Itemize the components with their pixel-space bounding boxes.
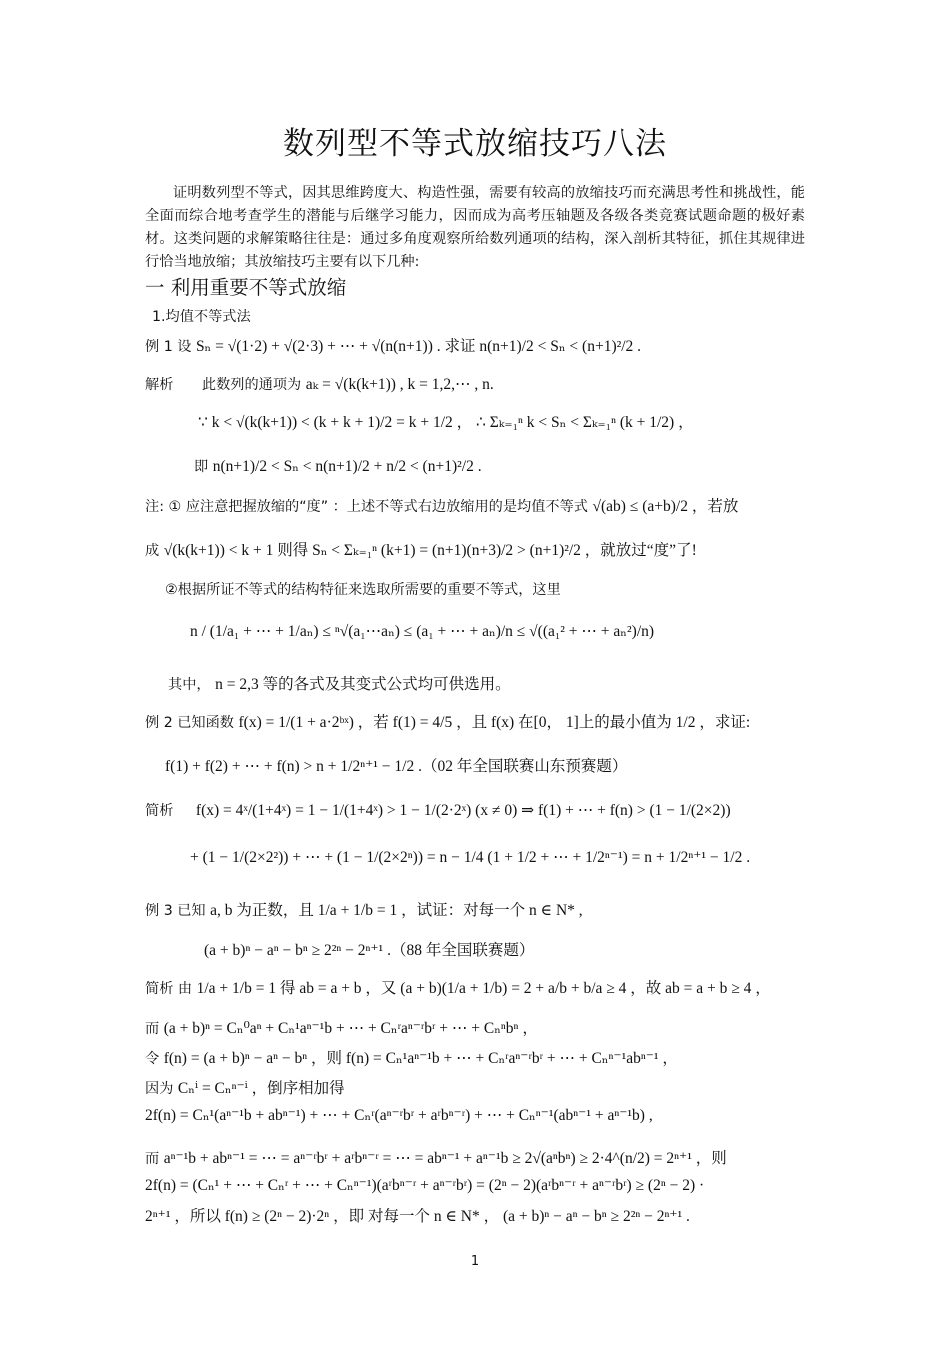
formula: aₖ = √(k(k+1)) , k = 1,2,⋯ , n. bbox=[305, 376, 494, 393]
formula: aⁿ⁻¹b + abⁿ⁻¹ = ⋯ = aⁿ⁻ʳbʳ + aʳbⁿ⁻ʳ = ⋯ = abⁿ⁻¹ + aⁿ⁻¹b ≥ 2√(aⁿbⁿ) ≥ 2·4^(n/2) = 2ⁿ⁺¹ ，则 bbox=[163, 1150, 727, 1167]
example-3-solution-line bbox=[145, 976, 771, 998]
intro-paragraph: 证明数列型不等式，因其思维跨度大、构造性强，需要有较高的放缩技巧而充满思考性和挑战性，能全面而综合地考查学生的潜能与后继学习能力，因而成为高考压轴题及各级各类竞赛试题命题的极好素材。这类问题的求解策略往往是：通过多角度观察所给数列通项的结构，深入剖析其特征，抓住其规律进行恰当地放缩；其放缩技巧主要有以下几种: bbox=[145, 185, 805, 270]
example-2-line bbox=[145, 710, 750, 732]
line-label: 令 bbox=[145, 1051, 160, 1067]
formula: 2ⁿ⁺¹ ，所以 f(n) ≥ (2ⁿ − 2)·2ⁿ ，即 对每一个 n ∈ N* ， (a + b)ⁿ − aⁿ − bⁿ ≥ 2²ⁿ − 2ⁿ⁺¹ . bbox=[145, 1208, 690, 1225]
line-label: 即 bbox=[194, 459, 209, 475]
page-title: 数列型不等式放缩技巧八法 bbox=[283, 126, 667, 162]
example-3-claim-line bbox=[204, 938, 534, 960]
formula: (a + b)ⁿ = Cₙ⁰aⁿ + Cₙ¹aⁿ⁻¹b + ⋯ + Cₙʳaⁿ⁻ʳbʳ + ⋯ + Cₙⁿbⁿ ， bbox=[163, 1020, 538, 1037]
final-conclusion-line bbox=[145, 1204, 690, 1226]
combined-line bbox=[145, 1176, 704, 1195]
subsection-heading: 1.均值不等式法 bbox=[152, 309, 251, 325]
formula: 2f(n) = (Cₙ¹ + ⋯ + Cₙʳ + ⋯ + Cₙⁿ⁻¹)(aʳbⁿ⁻ʳ + aⁿ⁻ʳbʳ) = (2ⁿ − 2)(aʳbⁿ⁻ʳ + aⁿ⁻ʳbʳ) ≥ (2ⁿ − 2) · bbox=[145, 1177, 705, 1194]
formula: 1/a + 1/b = 1 得 ab = a + b ，又 (a + b)(1/a + 1/b) = 2 + a/b + b/a ≥ 4 ，故 ab = a + b ≥ 4 ， bbox=[196, 980, 771, 997]
formula: + (1 − 1/(2×2²)) + ⋯ + (1 − 1/(2×2ⁿ)) = n − 1/4 (1 + 1/2 + ⋯ + 1/2ⁿ⁻¹) = n + 1/2ⁿ⁺¹ − 1/2 . bbox=[190, 849, 751, 866]
line-label: 例 3 已知 bbox=[145, 903, 206, 919]
example-3-line bbox=[145, 898, 583, 920]
solution-line bbox=[145, 374, 494, 394]
line-label: 简析 由 bbox=[145, 981, 193, 997]
formula: a, b 为正数，且 1/a + 1/b = 1 ，试证：对每一个 n ∈ N* , bbox=[210, 902, 583, 919]
binomial-expansion-line bbox=[145, 1016, 538, 1038]
line-label: 解析 bbox=[145, 377, 174, 393]
formula: n(n+1)/2 < Sₙ < n(n+1)/2 + n/2 < (n+1)²/2 . bbox=[212, 458, 482, 475]
formula: n / (1/a₁ + ⋯ + 1/aₙ) ≤ ⁿ√(a₁⋯aₙ) ≤ (a₁ + ⋯ + aₙ)/n ≤ √((a₁² + ⋯ + aₙ²)/n) bbox=[190, 623, 655, 640]
line-label: 例 2 已知函数 bbox=[145, 715, 234, 731]
conclusion-line bbox=[194, 456, 482, 476]
example-2-claim-line bbox=[165, 754, 627, 776]
line-label: 因为 bbox=[145, 1081, 174, 1097]
note-continued-line bbox=[145, 538, 697, 560]
page-number: 1 bbox=[470, 1254, 480, 1269]
formula: f(x) = 1/(1 + a·2ᵇˣ) ，若 f(1) = 4/5 ，且 f(x) 在[0， 1]上的最小值为 1/2 ，求证: bbox=[238, 714, 751, 731]
line-label: 成 bbox=[145, 543, 160, 559]
line-text: 此数列的通项为 bbox=[201, 377, 302, 393]
brief-solution-line bbox=[145, 800, 731, 820]
formula: Cₙⁱ = Cₙⁿ⁻ⁱ ，倒序相加得 bbox=[177, 1080, 345, 1097]
inequality-chain-line bbox=[190, 622, 654, 641]
section-heading: 一 利用重要不等式放缩 bbox=[145, 276, 347, 299]
formula: Sₙ = √(1·2) + √(2·3) + ⋯ + √(n(n+1)) . 求证 n(n+1)/2 < Sₙ < (n+1)²/2 . bbox=[195, 338, 642, 355]
line-label: 注: ① 应注意把握放缩的“度” ：上述不等式右边放缩用的是均值不等式 bbox=[145, 499, 588, 515]
formula: f(n) = (a + b)ⁿ − aⁿ − bⁿ ，则 f(n) = Cₙ¹aⁿ⁻¹b + ⋯ + Cₙʳaⁿ⁻ʳbʳ + ⋯ + Cₙⁿ⁻¹abⁿ⁻¹ ， bbox=[163, 1050, 678, 1067]
line-label: 简析 bbox=[145, 803, 174, 819]
formula: √(ab) ≤ (a+b)/2 ，若放 bbox=[592, 498, 739, 515]
formula: f(1) + f(2) + ⋯ + f(n) > n + 1/2ⁿ⁺¹ − 1/2 .（02 年全国联赛山东预赛题） bbox=[165, 758, 628, 775]
line-label: 而 bbox=[145, 1151, 160, 1167]
formula: 2f(n) = Cₙ¹(aⁿ⁻¹b + abⁿ⁻¹) + ⋯ + Cₙʳ(aⁿ⁻ʳbʳ + aʳbⁿ⁻ʳ) + ⋯ + Cₙⁿ⁻¹(abⁿ⁻¹ + aⁿ⁻¹b) , bbox=[145, 1107, 653, 1124]
brief-solution-continued-line bbox=[190, 848, 750, 867]
note-line bbox=[145, 494, 738, 516]
line-label: 例 1 设 bbox=[145, 339, 192, 355]
line-label: ②根据所证不等式的结构特征来选取所需要的重要不等式，这里 bbox=[165, 582, 561, 598]
reverse-sum-line bbox=[145, 1106, 653, 1125]
formula: n = 2,3 等的各式及其变式公式均可供选用。 bbox=[215, 676, 511, 693]
define-fn-line bbox=[145, 1046, 678, 1068]
formula: √(k(k+1)) < k + 1 则得 Sₙ < Σₖ₌₁ⁿ (k+1) = (n+1)(n+3)/2 > (n+1)²/2 ，就放过“度”了! bbox=[163, 542, 697, 559]
example-1-line bbox=[145, 334, 641, 356]
symmetry-line bbox=[145, 1076, 345, 1098]
remark-line bbox=[168, 672, 511, 694]
formula: (a + b)ⁿ − aⁿ − bⁿ ≥ 2²ⁿ − 2ⁿ⁺¹ .（88 年全国联赛题） bbox=[204, 942, 535, 959]
derivation-line bbox=[198, 410, 694, 432]
line-label: 而 bbox=[145, 1021, 160, 1037]
line-label: 其中， bbox=[168, 677, 211, 693]
formula: f(x) = 4ˣ/(1+4ˣ) = 1 − 1/(1+4ˣ) > 1 − 1/(2·2ˣ) (x ≠ 0) ⇒ f(1) + ⋯ + f(n) > (1 − 1/(2×2)) bbox=[195, 802, 731, 819]
am-gm-line bbox=[145, 1146, 727, 1168]
formula: ∵ k < √(k(k+1)) < (k + k + 1)/2 = k + 1/2 ， ∴ Σₖ₌₁ⁿ k < Sₙ < Σₖ₌₁ⁿ (k + 1/2) ， bbox=[198, 414, 694, 431]
note-2-line bbox=[165, 579, 561, 599]
